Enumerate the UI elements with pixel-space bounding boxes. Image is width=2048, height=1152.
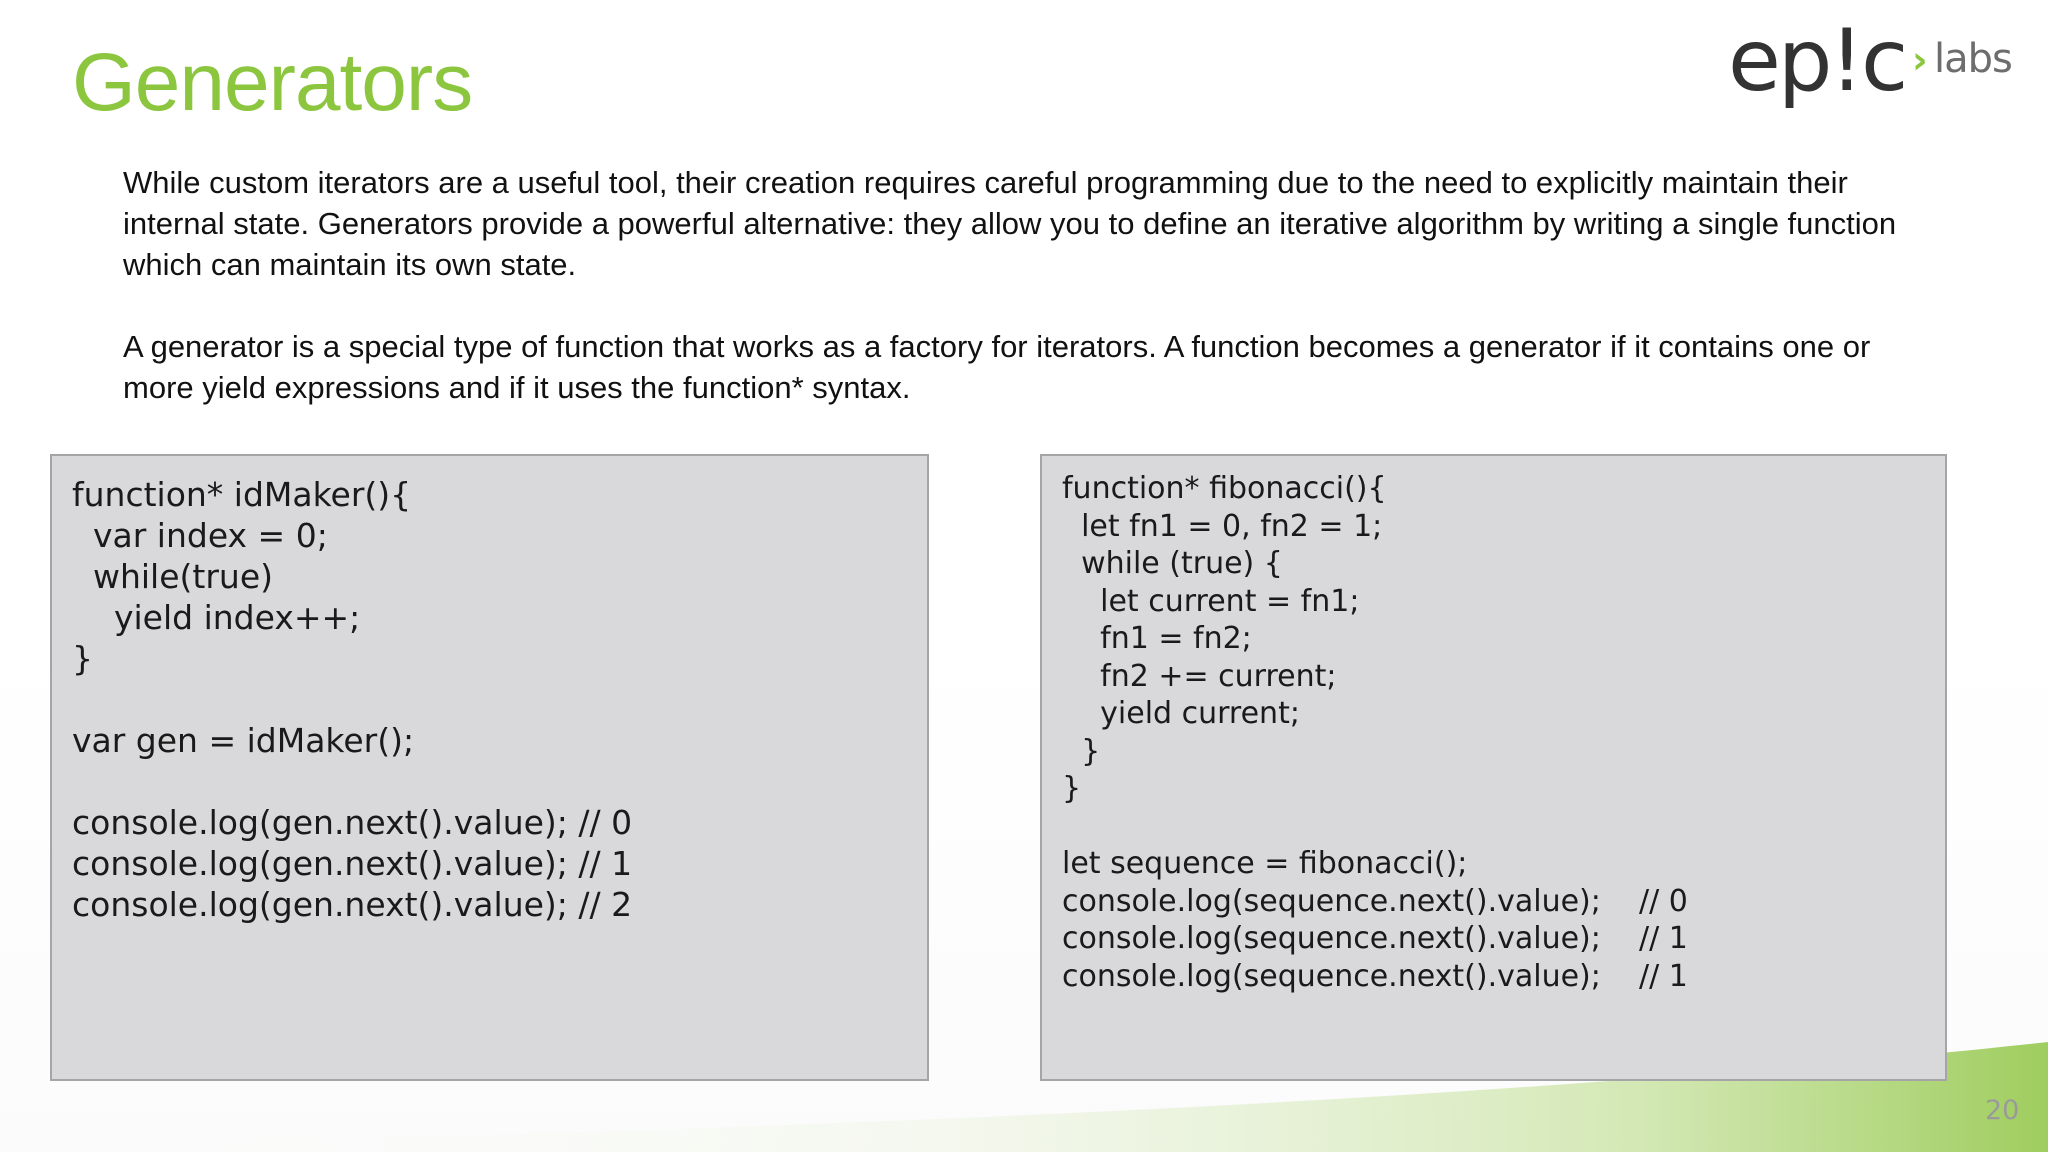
chevron-right-icon: › — [1912, 38, 1928, 82]
code-block-fibonacci — [1040, 454, 1947, 1081]
page-number: 20 — [1985, 1095, 2020, 1126]
code-idmaker: function* idMaker(){ var index = 0; while(true) yield index++; } var gen = idMaker(); console.log(gen.next().value); // 0 console.log(gen.next().value); // 1 console.log(gen.next().value); // 2 — [72, 475, 633, 924]
logo-subtext: labs — [1934, 36, 2012, 82]
intro-paragraph-2: A generator is a special type of function that works as a factory for iterators. A function becomes a generator if it contains one or more yield expressions and if it uses the function* syntax. — [123, 329, 1871, 405]
epic-labs-logo — [1728, 11, 2028, 118]
code-fibonacci: function* fibonacci(){ let fn1 = 0, fn2 = 1; while (true) { let current = fn1; fn1 = fn2; fn2 += current; yield current; } } let sequence = fibonacci(); console.log(sequence.next().value); // 0 console.log(sequence.next().value); // 1 console.log(sequence.next().value); // 1 — [1062, 471, 1688, 994]
slide-title: Generators — [72, 37, 473, 128]
logo-wordmark: ep!c — [1728, 11, 1906, 111]
code-block-idmaker — [50, 454, 929, 1081]
intro-paragraph-1: While custom iterators are a useful tool, their creation requires careful programming due to the need to explicitly maintain their internal state. Generators provide a powerful alternative: they allow you to define an iterative algorithm by writing a single function which can maintain its own state. — [123, 165, 1897, 282]
